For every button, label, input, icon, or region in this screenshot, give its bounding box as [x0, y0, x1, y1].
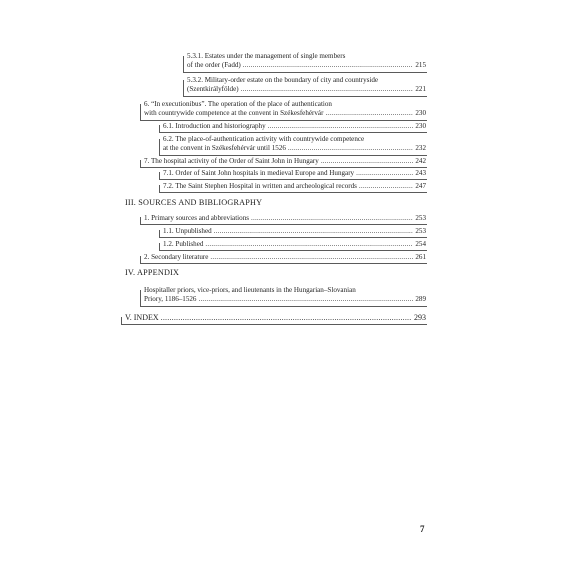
- toc-bracket-rule: [159, 230, 427, 238]
- toc-page-number: 243: [415, 169, 426, 177]
- toc-bracket-rule: [121, 317, 427, 325]
- toc-entry-title-cont: Priory, 1186–1526: [144, 295, 197, 304]
- toc-page-number: 230: [415, 109, 426, 118]
- toc-entry-title: 6. “In executionibus”. The operation of the place of authentication: [144, 100, 332, 108]
- toc-page-number: 254: [415, 240, 426, 248]
- page-number: 7: [420, 524, 425, 534]
- toc-bracket-rule: [140, 290, 427, 307]
- section-heading-iii: III. SOURCES AND BIBLIOGRAPHY: [125, 198, 263, 207]
- toc-bracket-rule: [159, 243, 427, 251]
- toc-page-number: 253: [415, 227, 426, 235]
- toc-entry-title: 6.1. Introduction and historiography: [163, 122, 266, 130]
- toc-entry-title: 2. Secondary literature: [144, 253, 209, 261]
- toc-entry-title: 1. Primary sources and abbreviations: [144, 214, 249, 222]
- toc-page-number: 221: [415, 85, 426, 94]
- toc-bracket-rule: [159, 139, 427, 156]
- toc-bracket-rule: [140, 217, 427, 225]
- toc-entry-title: 7.2. The Saint Stephen Hospital in written and archeological records: [163, 182, 357, 190]
- toc-bracket-rule: [159, 125, 427, 133]
- toc-bracket-rule: [140, 104, 427, 121]
- toc-page-number: 293: [414, 313, 426, 322]
- toc-page-number: 232: [415, 144, 426, 153]
- section-heading-v: V. INDEX: [125, 313, 159, 322]
- toc-bracket-rule: [183, 56, 427, 73]
- toc-page-number: 261: [415, 253, 426, 261]
- toc-page-number: 253: [415, 214, 426, 222]
- toc-bracket-rule: [183, 80, 427, 97]
- toc-bracket-rule: [159, 172, 427, 180]
- toc-entry-title: 5.3.2. Military-order estate on the boundary of city and countryside: [187, 76, 379, 84]
- toc-page-number: 215: [415, 61, 426, 70]
- toc-page-number: 242: [415, 157, 426, 165]
- toc-entry-title-cont: of the order (Fadd): [187, 61, 241, 70]
- toc-entry-title-cont: with countrywide competence at the convent in Székesfehérvár: [144, 109, 324, 118]
- toc-bracket-rule: [140, 160, 427, 168]
- toc-entry-title: 1.2. Published: [163, 240, 204, 248]
- toc-entry-title-cont: (Szentkirályfölde): [187, 85, 239, 94]
- toc-entry-title: 5.3.1. Estates under the management of single members: [187, 52, 346, 60]
- toc-bracket-rule: [140, 256, 427, 264]
- section-heading-iv: IV. APPENDIX: [125, 268, 180, 277]
- toc-entry-title: 7. The hospital activity of the Order of Saint John in Hungary: [144, 157, 319, 165]
- toc-page-number: 247: [415, 182, 426, 190]
- toc-bracket-rule: [159, 185, 427, 193]
- toc-entry-title: 7.1. Order of Saint John hospitals in medieval Europe and Hungary: [163, 169, 355, 177]
- toc-page-number: 230: [415, 122, 426, 130]
- toc-entry-title: Hospitaller priors, vice-priors, and lieutenants in the Hungarian–Slovanian: [144, 286, 356, 294]
- toc-entry-title: 1.1. Unpublished: [163, 227, 212, 235]
- toc-entry-title-cont: at the convent in Székesfehérvár until 1526: [163, 144, 286, 153]
- toc-entry-title: 6.2. The place-of-authentication activity with countrywide competence: [163, 135, 365, 143]
- toc-page-number: 289: [415, 295, 426, 304]
